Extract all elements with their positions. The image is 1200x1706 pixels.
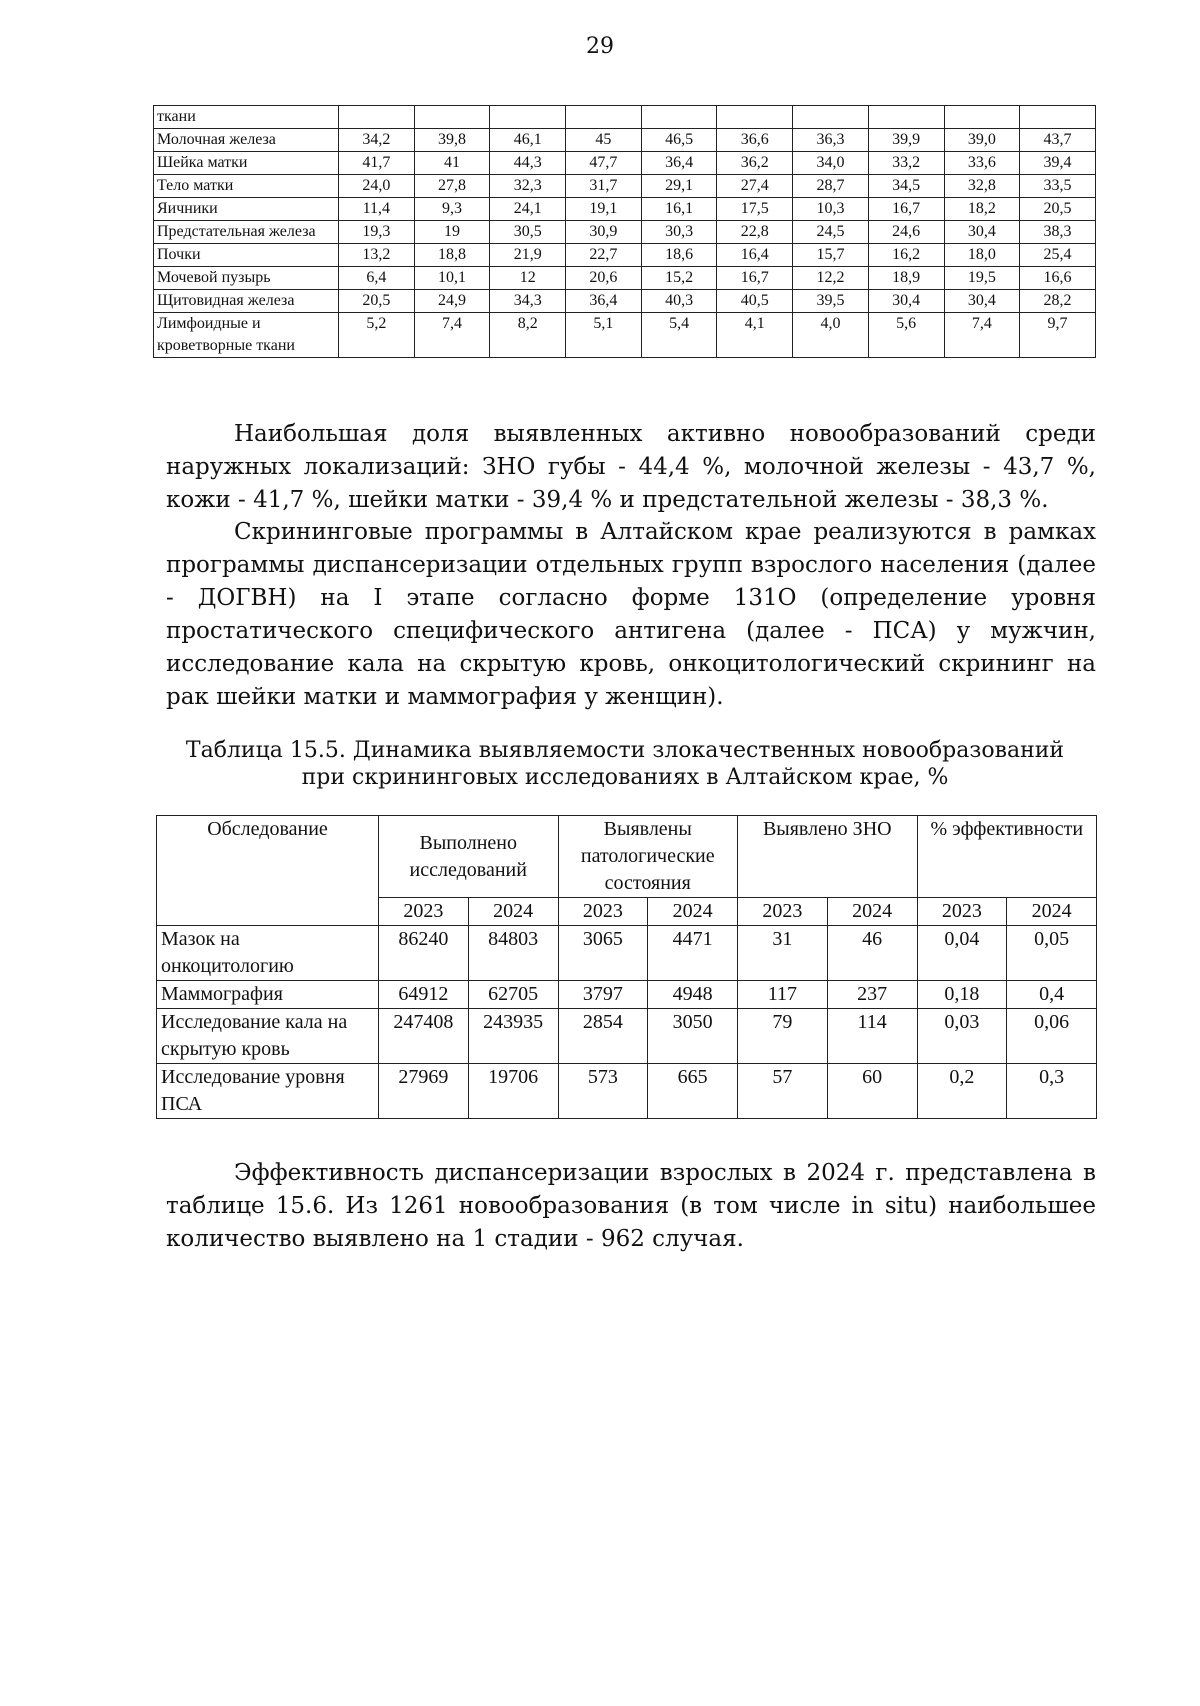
value-cell: 33,5 bbox=[1020, 175, 1096, 198]
row-label: Исследование уровня ПСА bbox=[157, 1064, 379, 1119]
value-cell: 39,9 bbox=[868, 129, 944, 152]
value-cell: 24,0 bbox=[339, 175, 415, 198]
value-cell bbox=[944, 106, 1020, 129]
value-cell: 84803 bbox=[468, 926, 558, 981]
value-cell: 18,0 bbox=[944, 244, 1020, 267]
value-cell: 16,1 bbox=[641, 198, 717, 221]
year-cell: 2024 bbox=[1007, 898, 1097, 926]
value-cell bbox=[339, 106, 415, 129]
value-cell: 5,6 bbox=[868, 313, 944, 358]
value-cell bbox=[414, 106, 490, 129]
table-row bbox=[154, 175, 1096, 198]
value-cell: 32,3 bbox=[490, 175, 566, 198]
value-cell: 4,0 bbox=[793, 313, 869, 358]
value-cell: 4,1 bbox=[717, 313, 793, 358]
row-label: Молочная железа bbox=[154, 129, 339, 152]
value-cell: 29,1 bbox=[641, 175, 717, 198]
value-cell: 30,3 bbox=[641, 221, 717, 244]
value-cell: 18,2 bbox=[944, 198, 1020, 221]
value-cell: 0,2 bbox=[917, 1064, 1007, 1119]
value-cell: 3797 bbox=[558, 981, 648, 1009]
value-cell: 10,3 bbox=[793, 198, 869, 221]
row-label: Почки bbox=[154, 244, 339, 267]
value-cell: 12,2 bbox=[793, 267, 869, 290]
row-label: Тело матки bbox=[154, 175, 339, 198]
value-cell: 19706 bbox=[468, 1064, 558, 1119]
value-cell bbox=[566, 106, 642, 129]
value-cell: 15,7 bbox=[793, 244, 869, 267]
value-cell: 5,1 bbox=[566, 313, 642, 358]
value-cell: 665 bbox=[648, 1064, 738, 1119]
value-cell: 16,2 bbox=[868, 244, 944, 267]
value-cell: 573 bbox=[558, 1064, 648, 1119]
value-cell: 30,9 bbox=[566, 221, 642, 244]
paragraph-efficiency bbox=[166, 1157, 1096, 1256]
header-performed: Выполнено исследований bbox=[379, 816, 559, 898]
row-label: Шейка матки bbox=[154, 152, 339, 175]
page-number: 29 bbox=[586, 34, 614, 59]
paragraph-text: Скрининговые программы в Алтайском крае реализуются в рамках программы диспансеризации отдельных групп взрослого населения (далее - ДОГВН) на I этапе согласно форме 131О (определение уровня простатического специфического антигена (далее - ПСА) у мужчин, исследование кала на скрытую кровь, онкоцитологический скрининг на рак шейки матки и маммография у женщин). bbox=[166, 519, 1096, 710]
value-cell: 30,4 bbox=[944, 290, 1020, 313]
header-row bbox=[157, 816, 1097, 898]
value-cell: 36,6 bbox=[717, 129, 793, 152]
paragraph-text: Наибольшая доля выявленных активно новообразований среди наружных локализаций: ЗНО губы - 44,4 %, молочной железы - 43,7 %, кожи - 41,7 %, шейки матки - 39,4 % и предстательной железы - 38,3 %. bbox=[166, 421, 1096, 513]
value-cell: 7,4 bbox=[414, 313, 490, 358]
year-cell: 2024 bbox=[648, 898, 738, 926]
header-examination: Обследование bbox=[157, 816, 379, 926]
value-cell: 86240 bbox=[379, 926, 469, 981]
value-cell bbox=[490, 106, 566, 129]
value-cell: 3050 bbox=[648, 1009, 738, 1064]
row-label: Яичники bbox=[154, 198, 339, 221]
value-cell bbox=[1020, 106, 1096, 129]
value-cell: 31,7 bbox=[566, 175, 642, 198]
value-cell: 24,9 bbox=[414, 290, 490, 313]
value-cell bbox=[641, 106, 717, 129]
value-cell: 117 bbox=[738, 981, 828, 1009]
value-cell: 8,2 bbox=[490, 313, 566, 358]
table-row bbox=[157, 1009, 1097, 1064]
value-cell: 28,2 bbox=[1020, 290, 1096, 313]
value-cell: 20,5 bbox=[339, 290, 415, 313]
value-cell: 5,4 bbox=[641, 313, 717, 358]
value-cell: 22,8 bbox=[717, 221, 793, 244]
value-cell: 60 bbox=[827, 1064, 917, 1119]
value-cell: 27,8 bbox=[414, 175, 490, 198]
caption-line-1: Таблица 15.5. Динамика выявляемости злокачественных новообразований bbox=[185, 738, 1065, 763]
value-cell: 13,2 bbox=[339, 244, 415, 267]
row-label: Мазок на онкоцитологию bbox=[157, 926, 379, 981]
value-cell: 16,6 bbox=[1020, 267, 1096, 290]
row-label: Маммография bbox=[157, 981, 379, 1009]
caption-line-2: при скрининговых исследованиях в Алтайском крае, % bbox=[301, 765, 949, 790]
value-cell: 9,7 bbox=[1020, 313, 1096, 358]
value-cell bbox=[868, 106, 944, 129]
table-row bbox=[154, 244, 1096, 267]
paragraph-screening-programs bbox=[166, 516, 1096, 714]
value-cell: 46 bbox=[827, 926, 917, 981]
value-cell: 19 bbox=[414, 221, 490, 244]
value-cell: 0,3 bbox=[1007, 1064, 1097, 1119]
value-cell: 5,2 bbox=[339, 313, 415, 358]
value-cell: 0,03 bbox=[917, 1009, 1007, 1064]
value-cell: 46,5 bbox=[641, 129, 717, 152]
year-cell: 2023 bbox=[917, 898, 1007, 926]
table-row bbox=[157, 926, 1097, 981]
table-row bbox=[154, 152, 1096, 175]
value-cell: 34,3 bbox=[490, 290, 566, 313]
value-cell: 0,06 bbox=[1007, 1009, 1097, 1064]
table-row bbox=[157, 981, 1097, 1009]
header-cancer-detected: Выявлено ЗНО bbox=[738, 816, 918, 898]
value-cell: 15,2 bbox=[641, 267, 717, 290]
value-cell: 57 bbox=[738, 1064, 828, 1119]
value-cell: 16,7 bbox=[868, 198, 944, 221]
value-cell: 30,5 bbox=[490, 221, 566, 244]
year-cell: 2023 bbox=[558, 898, 648, 926]
table-row bbox=[154, 267, 1096, 290]
value-cell: 39,0 bbox=[944, 129, 1020, 152]
value-cell: 31 bbox=[738, 926, 828, 981]
screening-table bbox=[156, 815, 1097, 1119]
table-row bbox=[154, 198, 1096, 221]
value-cell: 21,9 bbox=[490, 244, 566, 267]
value-cell: 41,7 bbox=[339, 152, 415, 175]
table-caption bbox=[150, 737, 1100, 791]
value-cell: 19,3 bbox=[339, 221, 415, 244]
value-cell: 9,3 bbox=[414, 198, 490, 221]
year-cell: 2023 bbox=[738, 898, 828, 926]
value-cell: 0,05 bbox=[1007, 926, 1097, 981]
value-cell: 36,2 bbox=[717, 152, 793, 175]
table-row bbox=[154, 129, 1096, 152]
value-cell: 27969 bbox=[379, 1064, 469, 1119]
value-cell: 79 bbox=[738, 1009, 828, 1064]
value-cell: 4471 bbox=[648, 926, 738, 981]
value-cell: 32,8 bbox=[944, 175, 1020, 198]
value-cell: 19,5 bbox=[944, 267, 1020, 290]
value-cell: 4948 bbox=[648, 981, 738, 1009]
table-row bbox=[154, 290, 1096, 313]
value-cell: 28,7 bbox=[793, 175, 869, 198]
value-cell: 33,2 bbox=[868, 152, 944, 175]
value-cell: 16,7 bbox=[717, 267, 793, 290]
value-cell: 18,6 bbox=[641, 244, 717, 267]
value-cell: 0,04 bbox=[917, 926, 1007, 981]
value-cell: 39,5 bbox=[793, 290, 869, 313]
value-cell: 45 bbox=[566, 129, 642, 152]
value-cell: 243935 bbox=[468, 1009, 558, 1064]
value-cell: 36,3 bbox=[793, 129, 869, 152]
value-cell: 12 bbox=[490, 267, 566, 290]
value-cell: 18,9 bbox=[868, 267, 944, 290]
row-label: Щитовидная железа bbox=[154, 290, 339, 313]
value-cell: 10,1 bbox=[414, 267, 490, 290]
value-cell: 3065 bbox=[558, 926, 648, 981]
value-cell: 39,8 bbox=[414, 129, 490, 152]
row-label: Лимфоидные и кроветворные ткани bbox=[154, 313, 339, 358]
value-cell: 34,2 bbox=[339, 129, 415, 152]
value-cell: 18,8 bbox=[414, 244, 490, 267]
value-cell: 7,4 bbox=[944, 313, 1020, 358]
value-cell: 20,5 bbox=[1020, 198, 1096, 221]
value-cell: 11,4 bbox=[339, 198, 415, 221]
value-cell: 40,3 bbox=[641, 290, 717, 313]
value-cell: 27,4 bbox=[717, 175, 793, 198]
value-cell: 2854 bbox=[558, 1009, 648, 1064]
paragraph-external-localizations bbox=[166, 418, 1096, 517]
value-cell: 39,4 bbox=[1020, 152, 1096, 175]
value-cell: 16,4 bbox=[717, 244, 793, 267]
value-cell: 20,6 bbox=[566, 267, 642, 290]
value-cell: 34,5 bbox=[868, 175, 944, 198]
value-cell: 47,7 bbox=[566, 152, 642, 175]
localization-table bbox=[153, 105, 1096, 358]
table-row bbox=[154, 221, 1096, 244]
row-label: Предстательная железа bbox=[154, 221, 339, 244]
value-cell: 30,4 bbox=[868, 290, 944, 313]
value-cell: 0,18 bbox=[917, 981, 1007, 1009]
table-row bbox=[154, 106, 1096, 129]
value-cell: 44,3 bbox=[490, 152, 566, 175]
value-cell: 33,6 bbox=[944, 152, 1020, 175]
value-cell: 38,3 bbox=[1020, 221, 1096, 244]
value-cell: 22,7 bbox=[566, 244, 642, 267]
value-cell: 43,7 bbox=[1020, 129, 1096, 152]
value-cell: 30,4 bbox=[944, 221, 1020, 244]
screening-table-body bbox=[157, 926, 1097, 1119]
value-cell bbox=[717, 106, 793, 129]
table-row bbox=[154, 313, 1096, 358]
year-cell: 2023 bbox=[379, 898, 469, 926]
value-cell bbox=[793, 106, 869, 129]
value-cell: 34,0 bbox=[793, 152, 869, 175]
value-cell: 247408 bbox=[379, 1009, 469, 1064]
value-cell: 0,4 bbox=[1007, 981, 1097, 1009]
row-label: ткани bbox=[154, 106, 339, 129]
value-cell: 17,5 bbox=[717, 198, 793, 221]
value-cell: 237 bbox=[827, 981, 917, 1009]
localization-table-body bbox=[154, 106, 1096, 358]
value-cell: 40,5 bbox=[717, 290, 793, 313]
year-cell: 2024 bbox=[468, 898, 558, 926]
value-cell: 19,1 bbox=[566, 198, 642, 221]
value-cell: 25,4 bbox=[1020, 244, 1096, 267]
row-label: Мочевой пузырь bbox=[154, 267, 339, 290]
value-cell: 6,4 bbox=[339, 267, 415, 290]
paragraph-text: Эффективность диспансеризации взрослых в 2024 г. представлена в таблице 15.6. Из 1261 новообразования (в том числе in situ) наибольшее количество выявлено на 1 стадии - 962 случая. bbox=[166, 1160, 1096, 1252]
header-efficiency: % эффективности bbox=[917, 816, 1097, 898]
table-row bbox=[157, 1064, 1097, 1119]
header-pathology: Выявлены патологические состояния bbox=[558, 816, 738, 898]
value-cell: 62705 bbox=[468, 981, 558, 1009]
year-cell: 2024 bbox=[827, 898, 917, 926]
value-cell: 24,1 bbox=[490, 198, 566, 221]
value-cell: 64912 bbox=[379, 981, 469, 1009]
value-cell: 46,1 bbox=[490, 129, 566, 152]
value-cell: 41 bbox=[414, 152, 490, 175]
value-cell: 36,4 bbox=[566, 290, 642, 313]
value-cell: 24,5 bbox=[793, 221, 869, 244]
row-label: Исследование кала на скрытую кровь bbox=[157, 1009, 379, 1064]
value-cell: 114 bbox=[827, 1009, 917, 1064]
value-cell: 36,4 bbox=[641, 152, 717, 175]
value-cell: 24,6 bbox=[868, 221, 944, 244]
